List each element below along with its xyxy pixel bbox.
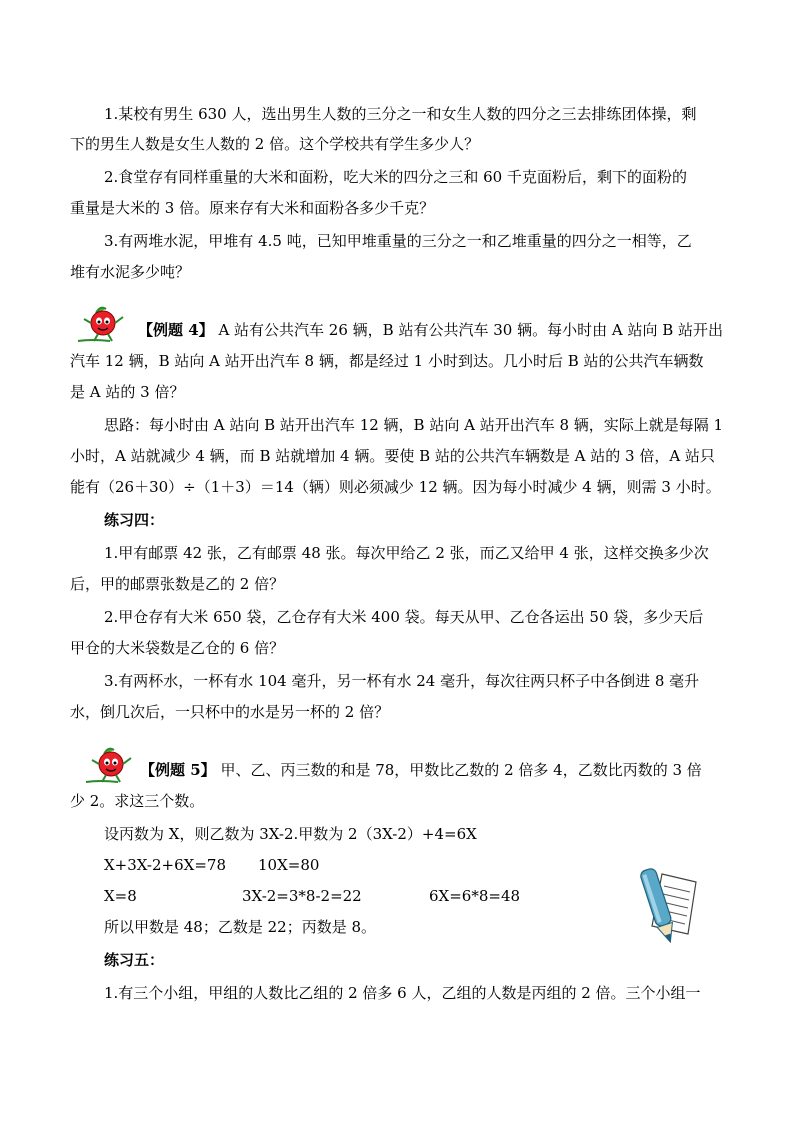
practice4-title: 练习四： [104, 511, 165, 529]
example4-idea3: 能有（26＋30）÷（1＋3）＝14（辆）则必须减少 12 辆。因为每小时减少 4 辆，则需 3 小时。 [70, 478, 721, 496]
example4-idea2: 小时，A 站就减少 4 辆，而 B 站就增加 4 辆。要使 B 站的公共汽车辆数是 A 站的 3 倍，A 站只 [70, 447, 715, 465]
practice4-q2-line2: 甲仓的大米袋数是乙仓的 6 倍？ [70, 639, 285, 657]
example5-line2: 少 2。求这三个数。 [70, 792, 205, 810]
example5-sol2a: X+3X-2+6X=78 [104, 856, 226, 874]
prev-q1-line1: 1.某校有男生 630 人，选出男生人数的三分之一和女生人数的四分之三去排练团体操，剩 [104, 105, 697, 123]
example5-text: 甲、乙、丙三数的和是 78，甲数比乙数的 2 倍多 4，乙数比丙数的 3 倍 [215, 761, 702, 779]
example5-sol1: 设丙数为 X，则乙数为 3X-2.甲数为 2（3X-2）+4=6X [104, 825, 477, 843]
prev-q1-line2: 下的男生人数是女生人数的 2 倍。这个学校共有学生多少人？ [70, 135, 480, 153]
apple-mascot-icon [84, 744, 144, 788]
practice4-q1-line1: 1.甲有邮票 42 张，乙有邮票 48 张。每次甲给乙 2 张，而乙又给甲 4 张，这样交换多少次 [104, 544, 709, 562]
example4-line3: 是 A 站的 3 倍？ [70, 383, 185, 401]
example5-sol3a: X=8 [104, 887, 137, 905]
example5-sol3b: 3X-2=3*8-2=22 [242, 887, 362, 905]
prev-q2-line2: 重量是大米的 3 倍。原来存有大米和面粉各多少千克？ [70, 199, 435, 217]
example4-label: 【例题 4】 [138, 321, 214, 339]
practice4-q1-line2: 后，甲的邮票张数是乙的 2 倍？ [70, 575, 285, 593]
practice5-title: 练习五： [104, 951, 165, 969]
example5-sol4: 所以甲数是 48；乙数是 22；丙数是 8。 [104, 918, 377, 936]
apple-mascot-icon [76, 303, 136, 347]
example5-line1 [140, 760, 702, 780]
practice5-q1-line1: 1.有三个小组，甲组的人数比乙组的 2 倍多 6 人，乙组的人数是丙组的 2 倍。三个小组一 [104, 984, 701, 1002]
prev-q3-line1: 3.有两堆水泥，甲堆有 4.5 吨，已知甲堆重量的三分之一和乙堆重量的四分之一相等，乙 [104, 232, 692, 250]
example4-line1 [138, 320, 723, 340]
example4-idea1: 思路：每小时由 A 站向 B 站开出汽车 12 辆，B 站向 A 站开出汽车 8 辆，实际上就是每隔 1 [104, 416, 724, 434]
pencil-paper-icon [640, 864, 700, 948]
example5-sol2b: 10X=80 [258, 856, 320, 874]
example4-text: A 站有公共汽车 26 辆，B 站有公共汽车 30 辆。每小时由 A 站向 B 站开出 [213, 321, 724, 339]
example5-sol3c: 6X=6*8=48 [429, 887, 521, 905]
prev-q2-line1: 2.食堂存有同样重量的大米和面粉，吃大米的四分之三和 60 千克面粉后，剩下的面粉的 [104, 168, 687, 186]
example4-line2: 汽车 12 辆，B 站向 A 站开出汽车 8 辆，都是经过 1 小时到达。几小时后 B 站的公共汽车辆数 [70, 352, 704, 370]
practice4-q2-line1: 2.甲仓存有大米 650 袋，乙仓存有大米 400 袋。每天从甲、乙仓各运出 50 袋，多少天后 [104, 608, 704, 626]
practice4-q3-line1: 3.有两杯水，一杯有水 104 毫升，另一杯有水 24 毫升，每次往两只杯子中各倒进 8 毫升 [104, 672, 700, 690]
prev-q3-line2: 堆有水泥多少吨？ [70, 263, 191, 281]
practice4-q3-line2: 水，倒几次后，一只杯中的水是另一杯的 2 倍？ [70, 703, 390, 721]
example5-label: 【例题 5】 [140, 761, 216, 779]
